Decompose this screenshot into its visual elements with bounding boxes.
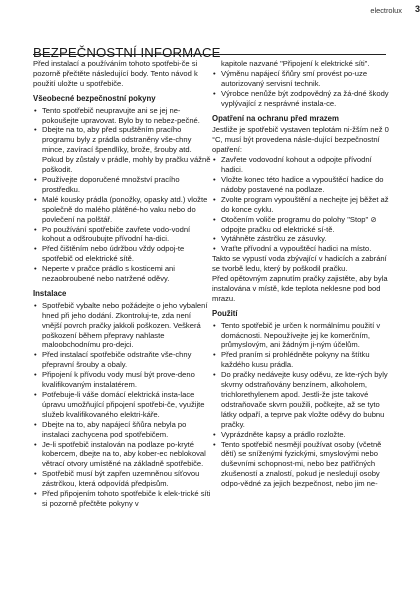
list-item: • Tento spotřebič neupravujte ani se jej ne-pokoušejte upravovat. Bylo by to nebez-pečné. [33, 106, 211, 126]
list-item: • Po používání spotřebiče zavřete vodo-vodní kohout a odšroubujte přívodní ha-dici. [33, 225, 211, 245]
section-heading-use: Použití [212, 308, 238, 318]
frost-list [212, 155, 390, 254]
list-item: • Neperte v pračce prádlo s kosticemi ani nezaobroubené nebo natržené oděvy. [33, 264, 211, 284]
title-rule [33, 54, 386, 55]
list-item: • Zavřete vodovodní kohout a odpojte přívodní hadici. [212, 155, 390, 175]
list-item: • Tento spotřebič je určen k normálnímu použití v domácnosti. Nepoužívejte jej ke komerčním, průmyslovým, ani žádným ji-ným účelům. [212, 321, 390, 351]
list-item: • Potřebuje-li váše domácí elektrická insta-lace úpravu umožňující připojení spotřebi-če, využijte služeb kvalifikovaného elektri-káře. [33, 390, 211, 420]
list-item: • Před praním si prohlédněte pokyny na štítku každého kusu prádla. [212, 350, 390, 370]
list-item: • Je-li spotřebič instalován na podlaze po-kryté kobercem, dbejte na to, aby kober-ec neblokoval větrací otvory umístěné na základně spotřebiče. [33, 440, 211, 470]
list-item-continued: kapitole nazvané "Připojení k elektrické síti". [221, 59, 370, 68]
frost-after-paragraph: Před opětovným zapnutím pračky zajistěte, aby byla instalována v místě, kde teplota neklesne pod bod mrazu. [212, 274, 388, 303]
section-heading-frost: Opatření na ochranu před mrazem [212, 113, 339, 123]
installation-list [33, 301, 211, 509]
frost-intro: Jestliže je spotřebič vystaven teplotám ni-žším než 0 °C, musí být provedena násle-dující bezpečnostní opatření: [212, 125, 389, 155]
list-item: • Otočením voliče programu do polohy "Stop" ⊘ odpojte pračku od elektrické sí-tě. [212, 215, 390, 235]
list-item: • Před připojením tohoto spotřebiče k elek-trické síti si pozorně přečtěte pokyny v [33, 489, 211, 509]
section-heading-installation: Instalace [33, 288, 67, 298]
intro-paragraph: Před instalací a používáním tohoto spotřebi-če si pozorně přečtěte následující body. Tento návod k použití uložte u spotřebiče. [33, 59, 198, 88]
list-item: • Vraťte přívodní a vypouštěcí hadici na místo. [212, 244, 390, 254]
list-item: • Před čištěním nebo údržbou vždy odpoj-te spotřebič od elektrické sítě. [33, 244, 211, 264]
continued-list [212, 59, 390, 109]
list-item: • Dbejte na to, aby před spuštěním pracího programu byly z prádla odstraněny vše-chny mince, zavírací špendlíky, brože, šrouby atd. Pokud by zůstaly v prádle, mohly by pračku vážně poškodit. [33, 125, 211, 175]
list-item: • Vložte konec této hadice a vypouštěcí hadice do nádoby postavené na podlaze. [212, 175, 390, 195]
list-item: • Malé kousky prádla (ponožky, opasky atd.) vložte společně do malého plátěné-ho vaku nebo do povlečení na polštář. [33, 195, 211, 225]
list-item: • Výrobce nenůže být zodpovědný za žá-dné škody vyplývající z nesprávné instala-ce. [212, 89, 390, 109]
page-number: 3 [414, 4, 420, 14]
frost-after-paragraph: Takto se vypustí voda zbývající v hadicích a zabrání se tvorbě ledu, který by poškodil pračku. [212, 254, 387, 274]
section-heading-general: Všeobecné bezpečnostní pokyny [33, 93, 156, 103]
right-column [212, 59, 390, 489]
list-item: • Spotřebič vybalte nebo požádejte o jeho vybalení hned při jeho dodání. Zkontroluj-te, zda není vnější povrch pračky jakkoli poškozen. Veškerá poškození během přepravy nahlaste maloobchodnímu pro-dejci. [33, 301, 211, 351]
list-item: • Dbejte na to, aby napájecí šňůra nebyla po instalaci zachycena pod spotřebičem. [33, 420, 211, 440]
use-list [212, 321, 390, 489]
page-title: BEZPEČNOSTNÍ INFORMACE [33, 44, 221, 60]
list-item: • Vytáhněte zástrčku ze zásuvky. [212, 234, 390, 244]
list-item: • Vyprázdněte kapsy a prádlo rozložte. [212, 430, 390, 440]
list-item: • Spotřebič musí být zapřen uzemněnou síťovou zástrčkou, která odpovídá předpisům. [33, 469, 211, 489]
list-item: • Výměnu napájecí šňůry smí provést po-uze autorizovaný servisní technik. [212, 69, 390, 89]
list-item: • Zvolte program vypouštění a nechejte jej běžet až do konce cyklu. [212, 195, 390, 215]
page-header [20, 6, 400, 26]
list-item: • Tento spotřebič nesmějí používat osoby (včetně dětí) se sníženými fyzickými, smyslovými nebo duševními schopnost-mi, nebo bez patřičných zkušeností a znalostí, pokud je nesledují osoby odpo-vědné za jejich bezpečnost, nebo jim ne- [212, 440, 390, 490]
general-list [33, 106, 211, 284]
list-item: • Před instalací spotřebiče odstraňte vše-chny přepravní šrouby a obaly. [33, 350, 211, 370]
list-item: • Připojení k přívodu vody musí být prove-deno kvalifikovaným instalatérem. [33, 370, 211, 390]
left-column [33, 59, 211, 509]
brand-name: electrolux [370, 6, 402, 15]
list-item: • Do pračky nedávejte kusy oděvu, ze kte-rých byly skvrny odstraňovány benzínem, alkoholem, trichlorethylenem apod. Jestli-že jste takové odstraňovače skvrn použili, počkejte, až se tyto látky odpaří, a teprve pak vložte oděvy do bubnu pračky. [212, 370, 390, 429]
list-item: • Používejte doporučené množství pracího prostředku. [33, 175, 211, 195]
